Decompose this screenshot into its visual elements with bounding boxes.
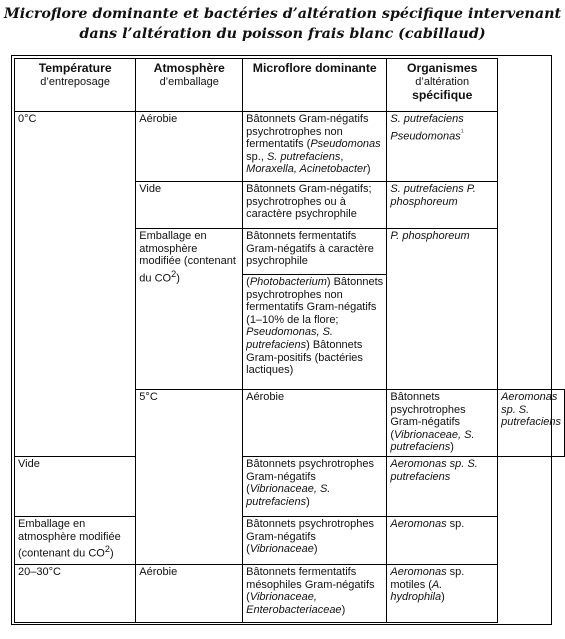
organism-cell: P. phosphoreum <box>387 229 498 390</box>
flora-cell: Bâtonnets psychrotrophes Gram-négatifs (Vibrionaceae, S. putrefaciens) <box>387 390 498 457</box>
table-row <box>15 516 565 564</box>
footnote-link[interactable]: ¹ <box>460 126 464 137</box>
header-microflora: Microflore dominante <box>243 59 387 112</box>
flora-cell: Bâtonnets fermentatifs mésophiles Gram-négatifs (Vibrionaceae, Enterobacteriaceae) <box>243 564 387 622</box>
temp-cell-20-30c: 20–30°C <box>15 564 136 622</box>
header-row <box>15 59 565 112</box>
header-organisms: Organismes d’altération spécifique <box>387 59 498 112</box>
organism-cell: Aeromonas sp. <box>387 516 498 564</box>
atm-cell: Vide <box>136 182 243 229</box>
atm-cell: Vide <box>15 456 136 516</box>
temp-cell-0c: 0°C <box>15 112 136 457</box>
header-atmosphere: Atmosphère d’emballage <box>136 59 243 112</box>
atm-cell: Emballage en atmosphère modifiée (contenant du $CO^2$) <box>15 516 136 564</box>
flora-cell: Bâtonnets Gram-négatifs; psychrotrophes ou à caractère psychrophile <box>243 182 387 229</box>
flora-cell: Bâtonnets psychrotrophes Gram-négatifs (Vibrionaceae, S. putrefaciens) <box>243 456 387 516</box>
flora-cell: Bâtonnets fermentatifs Gram-négatifs à caractère psychrophile <box>243 229 387 275</box>
atm-cell: Emballage en atmosphère modifiée (contenant du $CO^2$) <box>136 229 243 390</box>
header-temperature: Température d’entreposage <box>15 59 136 112</box>
atm-cell: Aérobie <box>243 390 387 457</box>
table-row <box>15 112 565 182</box>
organism-cell: Aeromonas sp. S. putrefaciens <box>498 390 565 457</box>
flora-cell: (Photobacterium) Bâtonnets psychrotrophes non fermentatifs Gram-négatifs (1–10% de la flore; Pseudomonas, S. putrefaciens) Bâtonnets Gram-positifs (bactéries lactiques) <box>243 275 387 390</box>
organism-cell: S. putrefaciens Pseudomonas$^{^1}$ <box>387 112 498 182</box>
organism-cell: Aeromonas sp. S. putrefaciens <box>387 456 498 516</box>
title-line-2: dans l’altération du poisson frais blanc (cabillaud) <box>79 26 486 42</box>
document-title <box>0 4 565 44</box>
table-row <box>15 456 565 516</box>
organism-cell: S. putrefaciens P. phosphoreum <box>387 182 498 229</box>
organism-cell: Aeromonas sp. motiles (A. hydrophila) <box>387 564 498 622</box>
title-line-1: Microflore dominante et bactéries d’altération spécifique intervenant <box>3 6 562 22</box>
atm-cell: Aérobie <box>136 564 243 622</box>
temp-cell-5c: 5°C <box>136 390 243 565</box>
table-row <box>15 564 565 622</box>
flora-cell: Bâtonnets psychrotrophes Gram-négatifs (Vibrionaceae) <box>243 516 387 564</box>
atm-cell: Aérobie <box>136 112 243 182</box>
flora-cell: Bâtonnets Gram-négatifs psychrotrophes non fermentatifs (Pseudomonas sp., S. putrefaciens, Moraxella, Acinetobacter) <box>243 112 387 182</box>
spoilage-table <box>14 58 565 623</box>
